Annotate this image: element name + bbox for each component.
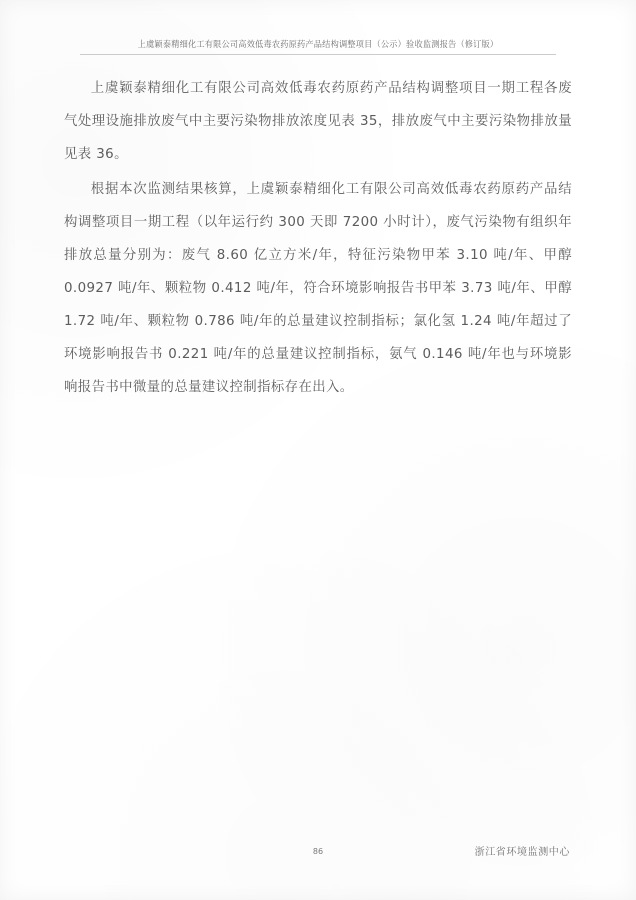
footer-organization: 浙江省环境监测中心 — [474, 847, 570, 858]
paragraph-1: 上虞颖泰精细化工有限公司高效低毒农药原药产品结构调整项目一期工程各废气处理设施排放废气中主要污染物排放浓度见表 35，排放废气中主要污染物排放量见表 36。 — [64, 81, 572, 162]
page-number: 86 — [312, 847, 324, 856]
document-body — [64, 72, 572, 406]
page-header: 上虞颖泰精细化工有限公司高效低毒农药原药产品结构调整项目（公示）验收监测报告（修订版） — [137, 38, 499, 50]
header-divider — [80, 54, 556, 55]
paragraph-2: 根据本次监测结果核算，上虞颖泰精细化工有限公司高效低毒农药原药产品结构调整项目一期工程（以年运行约 300 天即 7200 小时计），废气污染物有组织年排放总量分别为：废气 8.60 亿立方米/年，特征污染物甲苯 3.10 吨/年、甲醇 0.0927 吨/年、颗粒物 0.412 吨/年，符合环境影响报告书甲苯 3.73 吨/年、甲醇 1.72 吨/年、颗粒物 0.786 吨/年的总量建议控制指标；氯化氢 1.24 吨/年超过了环境影响报告书 0.221 吨/年的总量建议控制指标，氨气 0.146 吨/年也与环境影响报告书中微量的总量建议控制指标存在出入。 — [64, 182, 572, 395]
